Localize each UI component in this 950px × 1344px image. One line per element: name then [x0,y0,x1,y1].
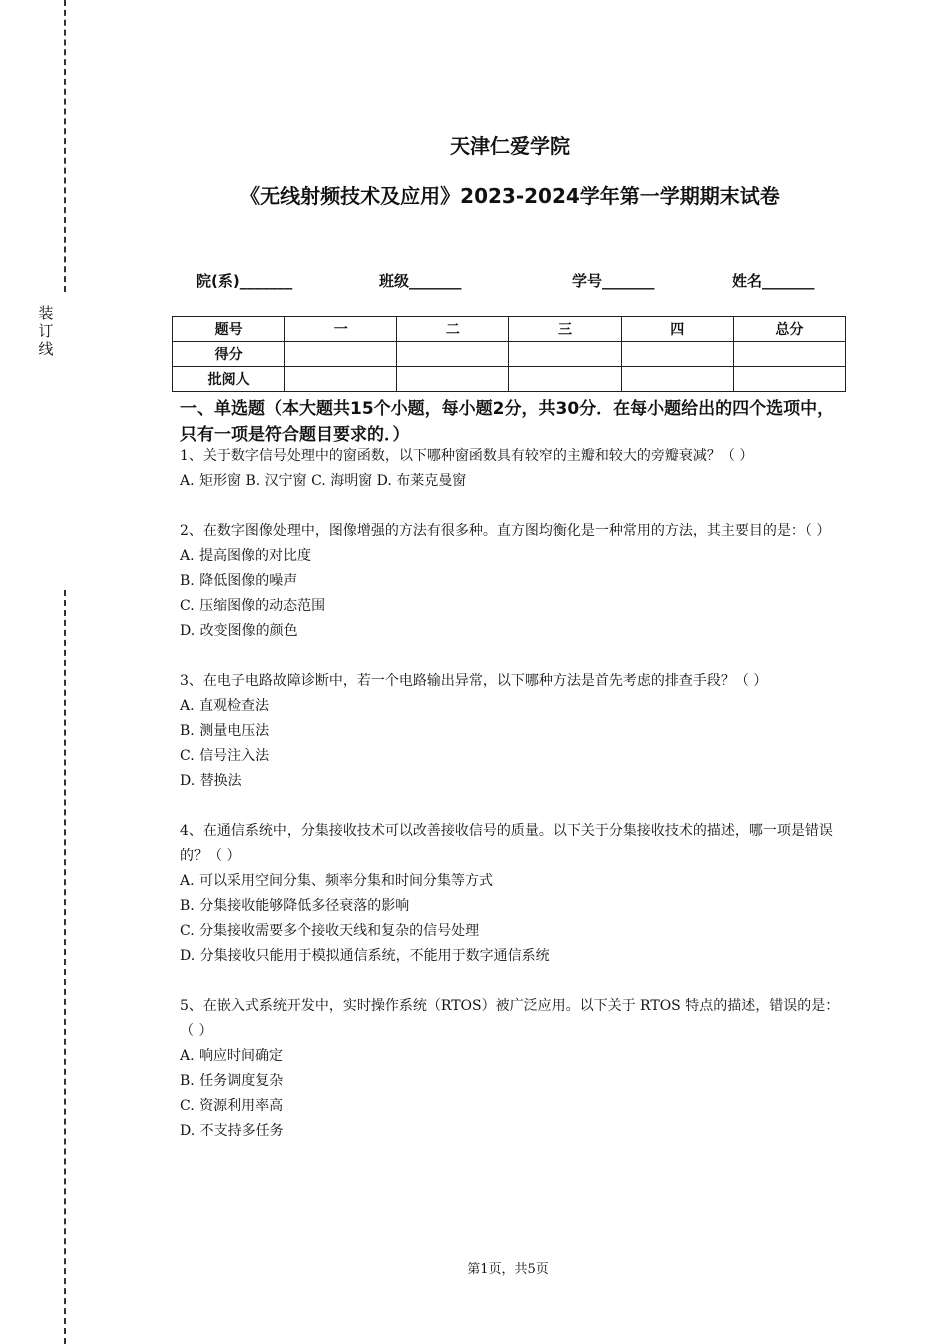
option: A. 可以采用空间分集、频率分集和时间分集等方式 [180,873,494,889]
option: B. 分集接收能够降低多径衰落的影响 [180,898,410,914]
question-list [180,444,840,1169]
question-text: 2、在数字图像处理中，图像增强的方法有很多种。直方图均衡化是一种常用的方法，其主要目的是：（ ） [180,523,831,539]
option: D. 改变图像的颜色 [180,623,298,639]
question [180,994,840,1144]
score-row-label: 得分 [173,342,285,367]
exam-title: 《无线射频技术及应用》2023-2024学年第一学期期末试卷 [240,184,780,208]
score-cell [733,342,845,367]
question [180,669,840,794]
class-field: 班级_______ [379,272,462,290]
score-cell [621,367,733,392]
option-list [180,469,840,494]
section-heading: 一、单选题（本大题共15个小题，每小题2分，共30分．在每小题给出的四个选项中，只有一项是符合题目要求的．） [180,399,835,445]
option: B. 测量电压法 [180,723,270,739]
question-text: 4、在通信系统中，分集接收技术可以改善接收信号的质量。以下关于分集接收技术的描述，哪一项是错误的？（ ） [180,823,833,864]
score-header-cell: 总分 [733,317,845,342]
binding-char: 线 [38,340,54,358]
option: D. 不支持多任务 [180,1123,284,1139]
binding-char: 订 [38,322,54,340]
option: A. 直观检查法 [180,698,270,714]
score-table-row [173,367,846,392]
dept-field: 院(系)_______ [196,272,293,290]
option-list [180,869,840,969]
option: A. 响应时间确定 [180,1048,284,1064]
score-cell [733,367,845,392]
score-table [172,316,846,392]
score-cell [509,342,621,367]
name-field: 姓名_______ [732,272,815,290]
question [180,444,840,494]
question-text: 5、在嵌入式系统开发中，实时操作系统（RTOS）被广泛应用。以下关于 RTOS 特点的描述，错误的是：（ ） [180,998,840,1039]
question-text: 1、关于数字信号处理中的窗函数，以下哪种窗函数具有较窄的主瓣和较大的旁瓣衰减？（ ） [180,448,754,464]
score-header-cell: 三 [509,317,621,342]
option: C. 信号注入法 [180,748,270,764]
score-header-cell: 题号 [173,317,285,342]
score-header-cell: 二 [397,317,509,342]
score-cell [397,342,509,367]
option: D. 分集接收只能用于模拟通信系统，不能用于数字通信系统 [180,948,550,964]
option: B. 降低图像的噪声 [180,573,298,589]
score-header-cell: 一 [285,317,397,342]
option: C. 压缩图像的动态范围 [180,598,326,614]
question [180,819,840,969]
school-name: 天津仁爱学院 [450,134,570,158]
binding-label [38,304,54,358]
student-id-field: 学号_______ [572,272,655,290]
score-cell [397,367,509,392]
score-table-header-row [173,317,846,342]
option-list [180,694,840,794]
option-list [180,1044,840,1144]
option: C. 资源利用率高 [180,1098,284,1114]
binding-line-bottom [64,590,66,1344]
score-cell [285,367,397,392]
page-number: 第1页，共5页 [467,1262,549,1277]
score-row-label: 批阅人 [173,367,285,392]
score-table-row [173,342,846,367]
option: D. 替换法 [180,773,242,789]
option: B. 任务调度复杂 [180,1073,284,1089]
score-cell [621,342,733,367]
score-cell [509,367,621,392]
option: A. 提高图像的对比度 [180,548,312,564]
score-cell [285,342,397,367]
question [180,519,840,644]
option: C. 分集接收需要多个接收天线和复杂的信号处理 [180,923,480,939]
score-header-cell: 四 [621,317,733,342]
option: A. 矩形窗 B. 汉宁窗 C. 海明窗 D. 布莱克曼窗 [180,473,467,489]
binding-char: 装 [38,304,54,322]
question-text: 3、在电子电路故障诊断中，若一个电路输出异常，以下哪种方法是首先考虑的排查手段？（ ） [180,673,768,689]
option-list [180,544,840,644]
